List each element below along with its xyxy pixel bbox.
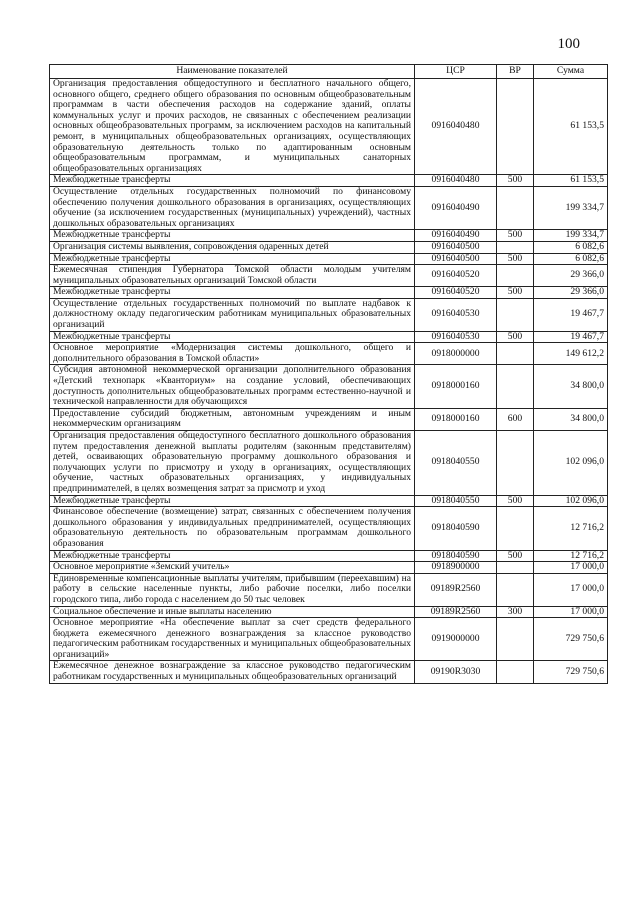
table-row bbox=[50, 408, 608, 430]
row-vr bbox=[497, 79, 534, 175]
row-code: 0916040480 bbox=[415, 79, 497, 175]
table-row bbox=[50, 230, 608, 242]
header-code: ЦСР bbox=[415, 65, 497, 79]
row-vr bbox=[497, 507, 534, 550]
row-name: Предоставление субсидий бюджетным, автономным учреждениям и иным некоммерческим организациям bbox=[50, 408, 415, 430]
row-vr: 500 bbox=[497, 495, 534, 507]
row-code: 09190R3030 bbox=[415, 661, 497, 683]
row-name: Межбюджетные трансферты bbox=[50, 287, 415, 299]
row-code: 0918040550 bbox=[415, 495, 497, 507]
row-sum: 17 000,0 bbox=[534, 606, 608, 618]
row-code: 0916040520 bbox=[415, 287, 497, 299]
row-name: Межбюджетные трансферты bbox=[50, 550, 415, 562]
row-name: Межбюджетные трансферты bbox=[50, 495, 415, 507]
row-sum: 199 334,7 bbox=[534, 186, 608, 229]
row-code: 0916040530 bbox=[415, 331, 497, 343]
row-name: Социальное обеспечение и иные выплаты населению bbox=[50, 606, 415, 618]
row-code: 0919000000 bbox=[415, 618, 497, 661]
row-sum: 12 716,2 bbox=[534, 550, 608, 562]
row-sum: 17 000,0 bbox=[534, 573, 608, 606]
row-sum: 19 467,7 bbox=[534, 331, 608, 343]
row-sum: 34 800,0 bbox=[534, 408, 608, 430]
row-name: Межбюджетные трансферты bbox=[50, 331, 415, 343]
row-vr bbox=[497, 343, 534, 365]
row-sum: 6 082,6 bbox=[534, 253, 608, 265]
row-code: 09189R2560 bbox=[415, 606, 497, 618]
row-name: Осуществление отдельных государственных полномочий по выплате надбавок к должностному окладу педагогическим работникам муниципальных образовательных организаций bbox=[50, 298, 415, 331]
row-sum: 61 153,5 bbox=[534, 175, 608, 187]
row-name: Ежемесячное денежное вознаграждение за классное руководство педагогическим работникам государственных и муниципальных общеобразовательных организаций bbox=[50, 661, 415, 683]
row-vr bbox=[497, 661, 534, 683]
row-sum: 61 153,5 bbox=[534, 79, 608, 175]
table-row bbox=[50, 253, 608, 265]
row-name: Основное мероприятие «Земский учитель» bbox=[50, 562, 415, 574]
table-row bbox=[50, 265, 608, 287]
row-vr: 600 bbox=[497, 408, 534, 430]
row-code: 0916040500 bbox=[415, 253, 497, 265]
table-row bbox=[50, 495, 608, 507]
table-row bbox=[50, 175, 608, 187]
row-vr bbox=[497, 186, 534, 229]
row-vr bbox=[497, 365, 534, 408]
row-vr: 500 bbox=[497, 331, 534, 343]
row-name: Межбюджетные трансферты bbox=[50, 253, 415, 265]
row-code: 0916040530 bbox=[415, 298, 497, 331]
table-row bbox=[50, 186, 608, 229]
row-code: 0918000000 bbox=[415, 343, 497, 365]
table-row bbox=[50, 573, 608, 606]
table-row bbox=[50, 562, 608, 574]
row-sum: 34 800,0 bbox=[534, 365, 608, 408]
header-vr: ВР bbox=[497, 65, 534, 79]
table-row bbox=[50, 365, 608, 408]
table-row bbox=[50, 298, 608, 331]
row-sum: 729 750,6 bbox=[534, 661, 608, 683]
row-sum: 149 612,2 bbox=[534, 343, 608, 365]
row-sum: 729 750,6 bbox=[534, 618, 608, 661]
row-name: Финансовое обеспечение (возмещение) затрат, связанных с обеспечением получения дошкольного образования у индивидуальных предпринимателей, осуществляющих образовательную деятельность по образовательным программам дошкольного образования bbox=[50, 507, 415, 550]
row-code: 09189R2560 bbox=[415, 573, 497, 606]
row-code: 0916040490 bbox=[415, 230, 497, 242]
row-sum: 12 716,2 bbox=[534, 507, 608, 550]
row-vr: 500 bbox=[497, 230, 534, 242]
row-name: Основное мероприятие «На обеспечение выплат за счет средств федерального бюджета ежемесячного денежного вознаграждения за классное руководство педагогическим работникам государственных и муниципальных общеобразовательных организаций» bbox=[50, 618, 415, 661]
row-name: Межбюджетные трансферты bbox=[50, 230, 415, 242]
row-sum: 29 366,0 bbox=[534, 287, 608, 299]
row-vr bbox=[497, 265, 534, 287]
row-code: 0918040550 bbox=[415, 431, 497, 496]
header-name: Наименование показателей bbox=[50, 65, 415, 79]
row-code: 0916040520 bbox=[415, 265, 497, 287]
row-name: Ежемесячная стипендия Губернатора Томской области молодым учителям муниципальных образовательных организаций Томской области bbox=[50, 265, 415, 287]
row-code: 0916040490 bbox=[415, 186, 497, 229]
budget-table bbox=[49, 64, 608, 684]
row-name: Организация предоставления общедоступного и бесплатного начального общего, основного общего, среднего общего образования по основным общеобразовательным программам в части обеспечения расходов на содержание зданий, оплаты коммунальных услуг и прочих расходов, не связанных с обеспечением реализации основных общеобразовательных программ, за исключением расходов на капитальный ремонт, в муниципальных общеобразовательных организациях, осуществляющих образовательную деятельность только по адаптированным основным общеобразовательным программам, и муниципальных санаторных общеобразовательных организациях bbox=[50, 79, 415, 175]
row-name: Единовременные компенсационные выплаты учителям, прибывшим (переехавшим) на работу в сельские населенные пункты, либо рабочие поселки, либо поселки городского типа, либо города с населением до 50 тыс человек bbox=[50, 573, 415, 606]
row-vr: 500 bbox=[497, 287, 534, 299]
table-row bbox=[50, 618, 608, 661]
row-code: 0918000160 bbox=[415, 365, 497, 408]
row-sum: 17 000,0 bbox=[534, 562, 608, 574]
row-vr bbox=[497, 241, 534, 253]
row-vr: 500 bbox=[497, 253, 534, 265]
row-name: Организация системы выявления, сопровождения одаренных детей bbox=[50, 241, 415, 253]
table-row bbox=[50, 287, 608, 299]
row-name: Межбюджетные трансферты bbox=[50, 175, 415, 187]
table-row bbox=[50, 550, 608, 562]
row-vr: 300 bbox=[497, 606, 534, 618]
table-row bbox=[50, 79, 608, 175]
row-sum: 199 334,7 bbox=[534, 230, 608, 242]
row-code: 0918040590 bbox=[415, 550, 497, 562]
row-code: 0918040590 bbox=[415, 507, 497, 550]
row-name: Осуществление отдельных государственных полномочий по финансовому обеспечению получения дошкольного образования в организациях, осуществляющих обучение (за исключением государственных (муниципальных) учреждений), частных дошкольных образовательных организациях bbox=[50, 186, 415, 229]
row-code: 0916040480 bbox=[415, 175, 497, 187]
row-code: 0918000160 bbox=[415, 408, 497, 430]
row-sum: 6 082,6 bbox=[534, 241, 608, 253]
row-vr bbox=[497, 298, 534, 331]
row-vr bbox=[497, 431, 534, 496]
table-row bbox=[50, 241, 608, 253]
row-sum: 102 096,0 bbox=[534, 431, 608, 496]
row-sum: 102 096,0 bbox=[534, 495, 608, 507]
row-vr bbox=[497, 573, 534, 606]
row-vr bbox=[497, 562, 534, 574]
row-code: 0916040500 bbox=[415, 241, 497, 253]
table-row bbox=[50, 331, 608, 343]
table-row bbox=[50, 343, 608, 365]
table-row bbox=[50, 507, 608, 550]
row-name: Основное мероприятие «Модернизация системы дошкольного, общего и дополнительного образования в Томской области» bbox=[50, 343, 415, 365]
row-vr: 500 bbox=[497, 550, 534, 562]
table-row bbox=[50, 661, 608, 683]
table-row bbox=[50, 606, 608, 618]
header-sum: Сумма bbox=[534, 65, 608, 79]
row-name: Организация предоставления общедоступного бесплатного дошкольного образования путем предоставления денежной выплаты родителям (законным представителям) детей, осваивающих образовательную программу дошкольного образования и получающих услуги по присмотру и уходу в организациях, осуществляющих обучение, частных образовательных организациях, у индивидуальных предпринимателей, в целях возмещения затрат за присмотр и уход bbox=[50, 431, 415, 496]
table-row bbox=[50, 431, 608, 496]
row-vr bbox=[497, 618, 534, 661]
row-name: Субсидия автономной некоммерческой организации дополнительного образования «Детский технопарк «Кванториум» на создание условий, обеспечивающих доступность дополнительных общеобразовательных программ естественно-научной и технической направленности для обучающихся bbox=[50, 365, 415, 408]
row-code: 0918900000 bbox=[415, 562, 497, 574]
row-sum: 29 366,0 bbox=[534, 265, 608, 287]
row-sum: 19 467,7 bbox=[534, 298, 608, 331]
row-vr: 500 bbox=[497, 175, 534, 187]
table-header-row bbox=[50, 65, 608, 79]
page-number: 100 bbox=[557, 36, 580, 52]
